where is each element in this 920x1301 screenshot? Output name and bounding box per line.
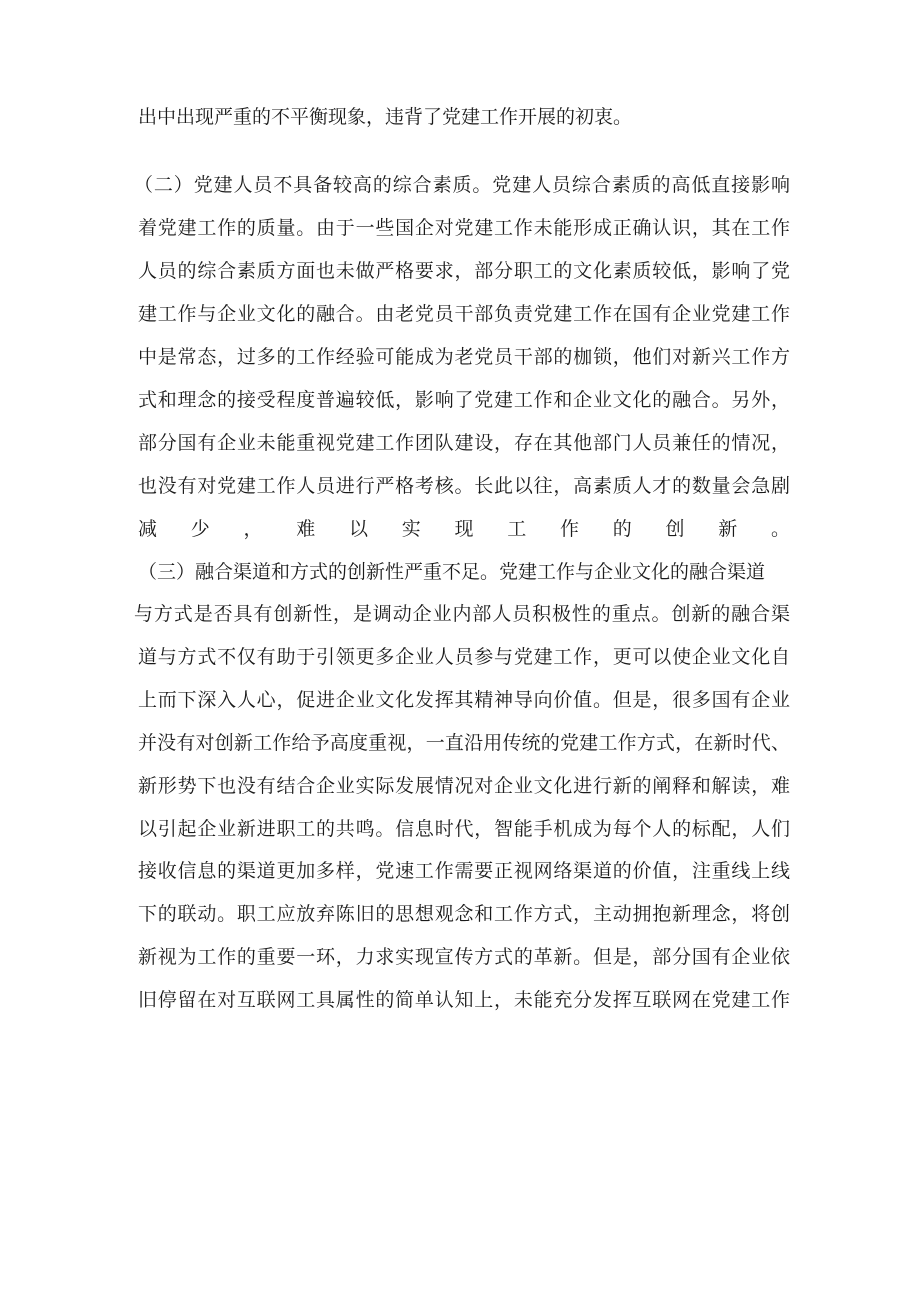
text-line: 式和理念的接受程度普遍较低，影响了党建工作和企业文化的融合。另外，: [138, 389, 790, 411]
text-line: 上而下深入人心，促进企业文化发挥其精神导向价值。但是，很多国有企业: [138, 689, 790, 711]
text-line: 以引起企业新进职工的共鸣。信息时代，智能手机成为每个人的标配，人们: [138, 818, 790, 840]
section-2-heading-line: （二）党建人员不具备较高的综合素质。党建人员综合素质的高低直接影响: [134, 174, 790, 196]
text-line: 也没有对党建工作人员进行严格考核。长此以往，高素质人才的数量会急剧: [138, 475, 790, 497]
text-line: 建工作与企业文化的融合。由老党员干部负责党建工作在国有企业党建工作: [138, 303, 790, 325]
text-line-continuation: 出中出现严重的不平衡现象，违背了党建工作开展的初衷。: [138, 106, 633, 128]
text-line: 旧停留在对互联网工具属性的简单认知上，未能充分发挥互联网在党建工作: [138, 989, 790, 1011]
text-line: 并没有对创新工作给予高度重视，一直沿用传统的党建工作方式，在新时代、: [138, 732, 790, 754]
text-line: 减少，难以实现工作的创新。: [138, 518, 790, 540]
text-line: 道与方式不仅有助于引领更多企业人员参与党建工作，更可以使企业文化自: [138, 646, 790, 668]
text-line: 部分国有企业未能重视党建工作团队建设，存在其他部门人员兼任的情况，: [138, 432, 790, 454]
text-line: 新形势下也没有结合企业实际发展情况对企业文化进行新的阐释和解读，难: [138, 775, 790, 797]
text-line: 下的联动。职工应放弃陈旧的思想观念和工作方式，主动拥抱新理念，将创: [138, 903, 790, 925]
text-line: 着党建工作的质量。由于一些国企对党建工作未能形成正确认识，其在工作: [138, 217, 790, 239]
text-line: 新视为工作的重要一环，力求实现宣传方式的革新。但是，部分国有企业依: [138, 946, 790, 968]
text-line: 中是常态，过多的工作经验可能成为老党员干部的枷锁，他们对新兴工作方: [138, 346, 790, 368]
text-line: （三）融合渠道和方式的创新性严重不足。党建工作与企业文化的融合渠道: [138, 561, 766, 583]
section-3-heading-line: 与方式是否具有创新性，是调动企业内部人员积极性的重点。创新的融合渠: [134, 603, 790, 625]
text-line: 人员的综合素质方面也未做严格要求，部分职工的文化素质较低，影响了党: [138, 260, 790, 282]
text-line: 接收信息的渠道更加多样，党速工作需要正视网络渠道的价值，注重线上线: [138, 860, 790, 882]
